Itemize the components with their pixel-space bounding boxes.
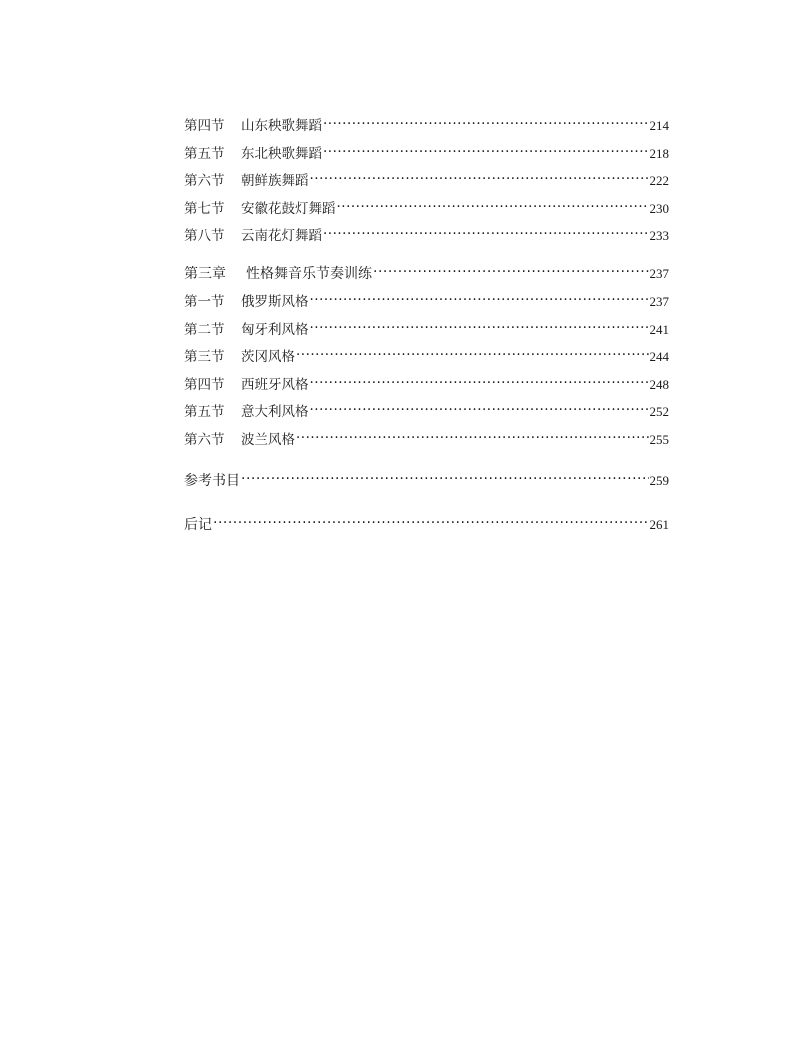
section-number: 第七节 [184,200,225,217]
section-title: 俄罗斯风格 [241,294,309,310]
page-number: 255 [649,431,669,447]
section-title: 安徽花鼓灯舞蹈 [241,200,336,217]
page-number: 233 [649,228,669,243]
dot-leader [310,320,649,334]
dot-leader [323,144,649,158]
page-number: 214 [649,118,669,133]
dot-leader [310,403,649,417]
dot-leader [323,227,649,241]
dot-leader [323,117,649,131]
page-number: 259 [649,473,669,488]
section-title: 西班牙风格 [241,376,309,393]
toc-entry[interactable] [184,428,669,456]
section-number: 第六节 [184,173,225,189]
toc-entry[interactable] [184,197,669,225]
afterword-title: 后记 [184,516,212,533]
toc-entry[interactable] [184,290,669,318]
page-number: 230 [649,200,669,216]
dot-leader [310,172,649,186]
toc-entry[interactable] [184,400,669,428]
toc-chapter-entry[interactable] [184,263,669,291]
section-title: 东北秧歌舞蹈 [241,145,322,162]
toc-entry[interactable] [184,142,669,170]
dot-leader [296,430,649,444]
page-number: 248 [649,376,669,392]
toc-entry[interactable] [184,114,669,142]
dot-leader [337,199,649,213]
references-title: 参考书目 [184,473,240,489]
section-title: 朝鲜族舞蹈 [241,173,309,189]
toc-entry[interactable] [184,318,669,346]
section-number: 第八节 [184,228,225,244]
dot-leader [241,471,649,485]
section-title: 茨冈风格 [241,349,295,365]
section-title: 匈牙利风格 [241,321,309,338]
section-number: 第一节 [184,294,225,310]
toc-entry[interactable] [184,373,669,401]
toc-entry[interactable] [184,224,669,252]
dot-leader [213,515,649,529]
section-number: 第四节 [184,376,225,393]
section-number: 第五节 [184,145,225,162]
dot-leader [296,348,649,362]
section-title: 山东秧歌舞蹈 [241,118,322,134]
section-title: 云南花灯舞蹈 [241,228,322,244]
section-title: 波兰风格 [241,431,295,448]
page-number: 237 [649,294,669,309]
chapter-title: 性格舞音乐节奏训练 [246,265,372,282]
section-number: 第三节 [184,349,225,365]
page-number: 252 [649,404,669,419]
page-number: 218 [649,145,669,161]
section-title: 意大利风格 [241,404,309,420]
page-number: 241 [649,321,669,337]
section-number: 第五节 [184,404,225,420]
page-number: 222 [649,173,669,188]
table-of-contents [184,114,669,541]
page-number: 244 [649,349,669,364]
dot-leader [310,293,649,307]
toc-afterword-entry[interactable] [184,514,669,542]
toc-entry[interactable] [184,169,669,197]
section-number: 第四节 [184,118,225,134]
dot-leader [310,375,649,389]
section-number: 第二节 [184,321,225,338]
chapter-number: 第三章 [184,265,226,282]
dot-leader [373,264,649,278]
page-number: 261 [649,516,669,532]
toc-references-entry[interactable] [184,470,669,498]
section-number: 第六节 [184,431,225,448]
page-number: 237 [649,265,669,281]
toc-entry[interactable] [184,345,669,373]
